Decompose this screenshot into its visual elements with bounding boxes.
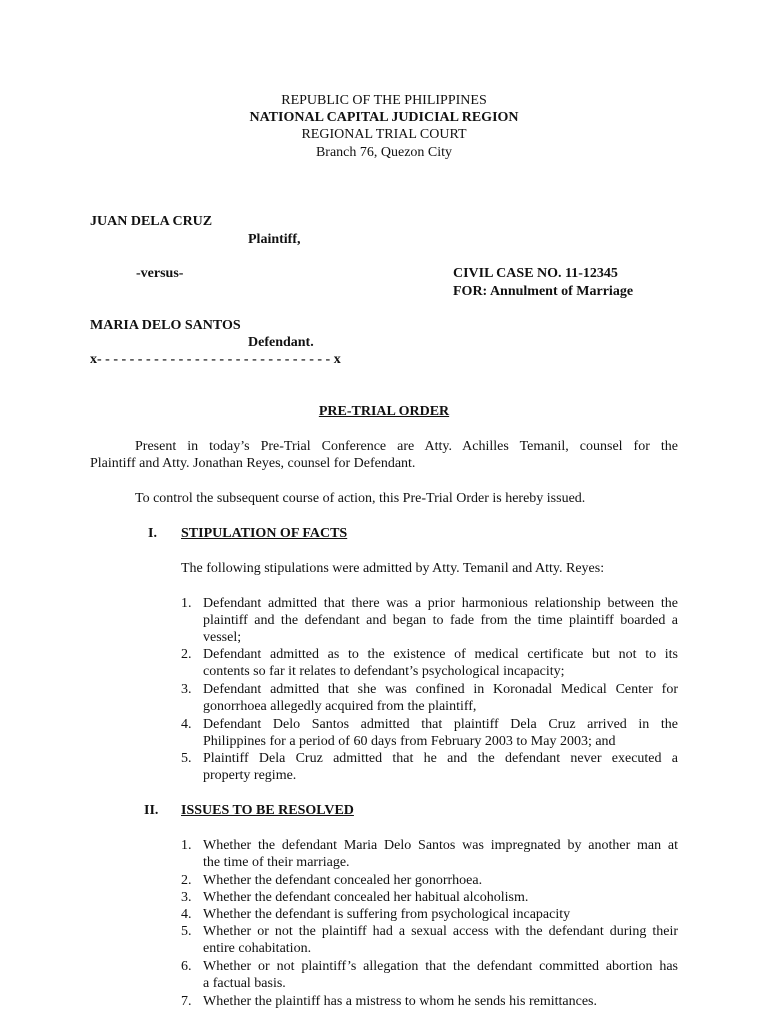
list-item-number: 7. (181, 994, 192, 1009)
list-item-line: property regime. (203, 768, 297, 783)
defendant-label: Defendant. (248, 335, 314, 350)
list-item-line: vessel; (203, 630, 242, 645)
list-item-line: plaintiff and the defendant and began to fade from the time plaintiff boarded a (203, 613, 678, 628)
intro-paragraph-line-1: Present in today’s Pre-Trial Conference are Atty. Achilles Temanil, counsel for the (135, 439, 678, 454)
list-item-line: Defendant admitted that there was a prior harmonious relationship between the (203, 596, 678, 611)
list-item-line: Whether or not plaintiff’s allegation that the defendant committed abortion has (203, 959, 678, 974)
list-item-line: the time of their marriage. (203, 855, 350, 870)
list-item-line: gonorrhoea allegedly acquired from the plaintiff, (203, 699, 477, 714)
document-title: PRE-TRIAL ORDER (318, 404, 450, 419)
list-item-line: Whether or not the plaintiff had a sexual access with the defendant during their (203, 924, 678, 939)
intro-paragraph-line-2: Plaintiff and Atty. Jonathan Reyes, counsel for Defendant. (90, 456, 416, 471)
case-nature: FOR: Annulment of Marriage (453, 284, 634, 299)
plaintiff-label: Plaintiff, (248, 232, 301, 247)
list-item-number: 4. (181, 717, 192, 732)
list-item-number: 5. (181, 924, 192, 939)
list-item-number: 2. (181, 873, 192, 888)
list-item-line: Defendant admitted as to the existence of medical certificate but not to its (203, 647, 678, 662)
list-item-number: 3. (181, 890, 192, 905)
list-item-line: Defendant Delo Santos admitted that plaintiff Dela Cruz arrived in the (203, 717, 678, 732)
list-item-line: Whether the defendant Maria Delo Santos was impregnated by another man at (203, 838, 678, 853)
list-item-number: 1. (181, 838, 192, 853)
list-item-line: Whether the plaintiff has a mistress to whom he sends his remittances. (203, 994, 597, 1009)
list-item-number: 1. (181, 596, 192, 611)
plaintiff-name: JUAN DELA CRUZ (90, 214, 213, 229)
section-1-numeral: I. (148, 526, 157, 541)
list-item-line: Whether the defendant is suffering from psychological incapacity (203, 907, 571, 922)
defendant-name: MARIA DELO SANTOS (90, 318, 241, 333)
court-region-line: NATIONAL CAPITAL JUDICIAL REGION (249, 110, 519, 125)
section-1-lead: The following stipulations were admitted by Atty. Temanil and Atty. Reyes: (181, 561, 605, 576)
caption-separator: x- - - - - - - - - - - - - - - - - - - - - - - - - - - - - x (90, 352, 341, 367)
versus-label: -versus- (136, 266, 184, 281)
list-item-number: 2. (181, 647, 192, 662)
list-item-line: entire cohabitation. (203, 941, 312, 956)
court-name-line: REGIONAL TRIAL COURT (301, 127, 467, 142)
court-branch-line: Branch 76, Quezon City (315, 145, 453, 160)
section-2-numeral: II. (144, 803, 159, 818)
list-item-line: Whether the defendant concealed her habitual alcoholism. (203, 890, 529, 905)
list-item-line: contents so far it relates to defendant’s psychological incapacity; (203, 664, 565, 679)
list-item-line: Whether the defendant concealed her gonorrhoea. (203, 873, 483, 888)
list-item-line: Defendant admitted that she was confined in Koronadal Medical Center for (203, 682, 678, 697)
intro-paragraph-2: To control the subsequent course of action, this Pre-Trial Order is hereby issued. (135, 491, 586, 506)
court-republic-line: REPUBLIC OF THE PHILIPPINES (281, 93, 487, 108)
list-item-line: a factual basis. (203, 976, 286, 991)
case-number: CIVIL CASE NO. 11-12345 (453, 266, 618, 281)
section-1-heading: STIPULATION OF FACTS (181, 526, 348, 541)
list-item-number: 3. (181, 682, 192, 697)
list-item-line: Plaintiff Dela Cruz admitted that he and the defendant never executed a (203, 751, 678, 766)
section-2-heading: ISSUES TO BE RESOLVED (181, 803, 354, 818)
list-item-number: 6. (181, 959, 192, 974)
list-item-line: Philippines for a period of 60 days from February 2003 to May 2003; and (203, 734, 616, 749)
list-item-number: 5. (181, 751, 192, 766)
list-item-number: 4. (181, 907, 192, 922)
